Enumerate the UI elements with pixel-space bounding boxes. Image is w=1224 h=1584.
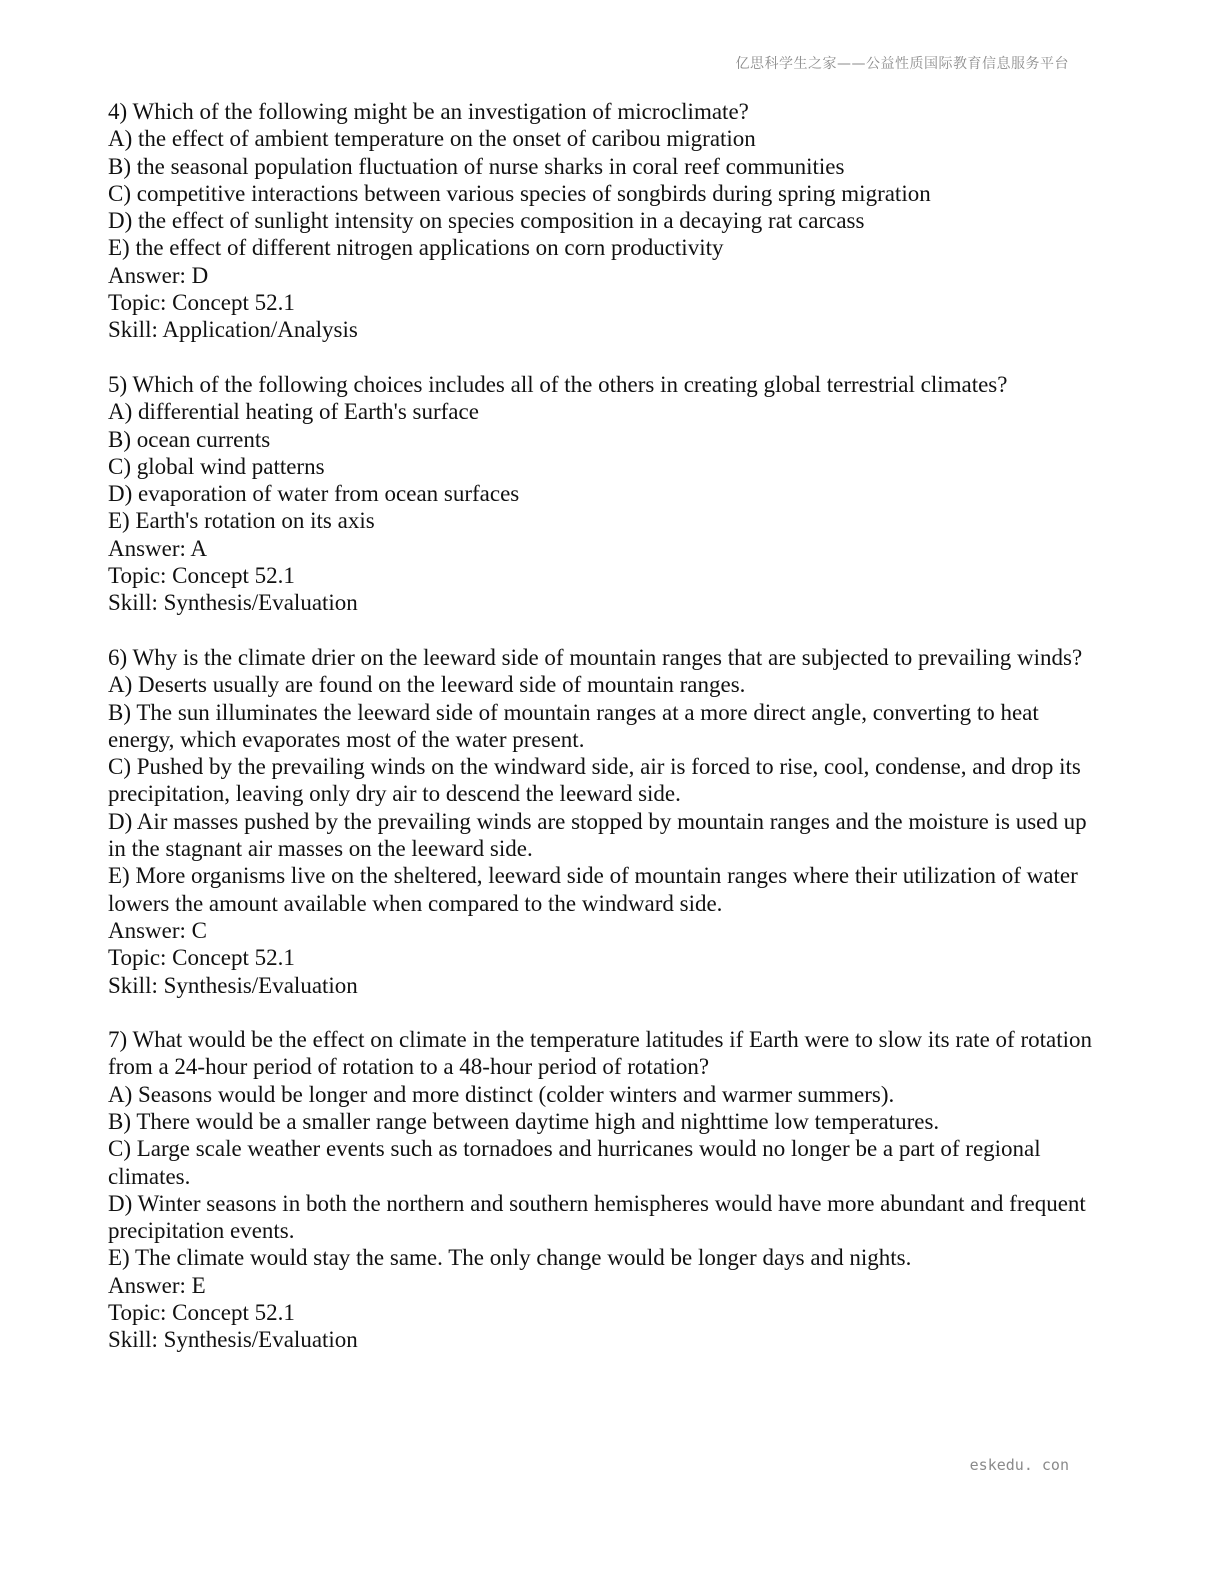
answer-option-d: D) evaporation of water from ocean surfaces [108,481,520,507]
answer-option-c: C) competitive interactions between various species of songbirds during spring migration [108,180,931,206]
skill-label: Skill: Application/Analysis [108,317,358,343]
answer-option-d: D) Winter seasons in both the northern and southern hemispheres would have more abundant and frequent precipitation events. [108,1190,1086,1244]
answer-key: Answer: A [108,535,208,561]
answer-option-c: C) Pushed by the prevailing winds on the windward side, air is forced to rise, cool, condense, and drop its precipitation, leaving only dry air to descend the leeward side. [108,754,1081,807]
question-block [108,644,1098,999]
skill-label: Skill: Synthesis/Evaluation [108,972,358,998]
answer-option-e: E) the effect of different nitrogen applications on corn productivity [108,235,724,261]
answer-key: Answer: C [108,917,208,943]
question-block [108,371,1098,617]
skill-label: Skill: Synthesis/Evaluation [108,1327,358,1353]
question-stem: 6) Why is the climate drier on the leeward side of mountain ranges that are subjected to prevailing winds? [108,644,1083,670]
question-stem: 7) What would be the effect on climate in the temperature latitudes if Earth were to slow its rate of rotation from a 24-hour period of rotation to a 48-hour period of rotation? [108,1027,1092,1080]
answer-option-d: D) Air masses pushed by the prevailing winds are stopped by mountain ranges and the moisture is used up in the stagnant air masses on the leeward side. [108,808,1087,862]
topic-label: Topic: Concept 52.1 [108,290,295,316]
topic-label: Topic: Concept 52.1 [108,563,295,589]
answer-option-a: A) Deserts usually are found on the leeward side of mountain ranges. [108,672,746,698]
answer-option-d: D) the effect of sunlight intensity on species composition in a decaying rat carcass [108,208,865,234]
answer-option-b: B) The sun illuminates the leeward side of mountain ranges at a more direct angle, converting to heat energy, which evaporates most of the water present. [108,699,1039,752]
answer-option-a: A) the effect of ambient temperature on the onset of caribou migration [108,126,756,152]
answer-key: Answer: D [108,262,209,288]
question-stem: 4) Which of the following might be an investigation of microclimate? [108,99,749,124]
skill-label: Skill: Synthesis/Evaluation [108,590,358,616]
answer-option-e: E) More organisms live on the sheltered, leeward side of mountain ranges where their utilization of water lowers the amount available when compared to the windward side. [108,863,1078,916]
answer-option-b: B) the seasonal population fluctuation of nurse sharks in coral reef communities [108,153,845,179]
answer-option-a: A) differential heating of Earth's surface [108,399,479,425]
answer-option-c: C) Large scale weather events such as tornadoes and hurricanes would no longer be a part of regional climates. [108,1136,1041,1189]
answer-option-b: B) ocean currents [108,426,271,452]
question-block [108,1026,1098,1354]
question-block [108,98,1098,344]
answer-option-a: A) Seasons would be longer and more distinct (colder winters and warmer summers). [108,1081,895,1107]
question-stem: 5) Which of the following choices includes all of the others in creating global terrestrial climates? [108,371,1008,397]
page-header-note: 亿思科学生之家——公益性质国际教育信息服务平台 [735,56,1069,72]
answer-option-e: E) The climate would stay the same. The only change would be longer days and nights. [108,1245,912,1271]
topic-label: Topic: Concept 52.1 [108,1300,295,1326]
answer-option-c: C) global wind patterns [108,453,325,479]
question-list [108,98,1098,1381]
topic-label: Topic: Concept 52.1 [108,945,295,971]
answer-option-b: B) There would be a smaller range between daytime high and nighttime low temperatures. [108,1108,940,1134]
answer-key: Answer: E [108,1272,206,1298]
page-footer-note: eskedu. con [969,1456,1069,1474]
answer-option-e: E) Earth's rotation on its axis [108,508,375,534]
